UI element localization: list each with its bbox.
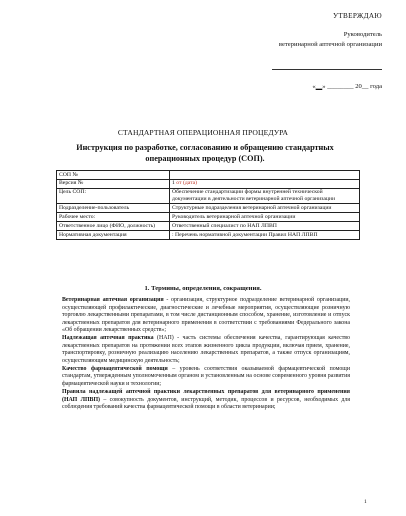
table-cell-label: Подразделение-пользователь: [57, 204, 170, 213]
definition-paragraph: Качество фармацевтической помощи – уровень соответствия оказываемой фармацевтической помощи стандартам, утвержденным уполномоченным органом и установленным на основе современного уровня развития фармацевтической науки и технологии;: [62, 365, 350, 388]
date-day-blank: __: [315, 83, 323, 91]
definition-paragraph: Правила надлежащей аптечной практики лекарственных препаратов для ветеринарного применения (НАП ЛПВП) – совокупность документов, инструкций, методик, процессов и ресурсов, необходимых для соблюдения требований качества фармацевтической помощи в области ветеринарии;: [62, 389, 350, 411]
document-title: СТАНДАРТНАЯ ОПЕРАЦИОННАЯ ПРОЦЕДУРА: [117, 128, 289, 137]
table-cell-value: [170, 171, 360, 180]
table-cell-label: СОП №: [57, 171, 170, 180]
table-row: [57, 222, 360, 231]
table-cell-label: Рабочее место:: [57, 213, 170, 222]
definition-term: Ветеринарная аптечная организация: [62, 297, 164, 303]
section-heading: 1. Термины, определения, сокращения.: [144, 285, 262, 292]
sop-info-table: [56, 170, 360, 240]
approval-line-1: Руководитель: [343, 31, 382, 39]
table-cell-value: : Перечень нормативной документации Правил НАП ЛПВП: [170, 231, 360, 240]
table-cell-label: Версия №: [57, 179, 170, 188]
table-cell-label: Нормативная документация: [57, 231, 170, 240]
table-row: [57, 171, 360, 180]
signature-line: [272, 59, 382, 70]
approval-block: [232, 12, 382, 92]
table-row: [57, 213, 360, 222]
table-cell-value: Обеспечение стандартизации формы внутренней технической документации в деятельности ветеринарной аптечной организации: [170, 188, 360, 204]
definition-term: Качество фармацевтической помощи: [62, 365, 168, 372]
definitions-body: [62, 297, 350, 412]
table-row: [57, 188, 360, 204]
table-cell-value: Руководитель ветеринарной аптечной организации: [170, 213, 360, 222]
document-subtitle: Инструкция по разработке, согласованию и обращению стандартных операционных процедур (СОП).: [76, 143, 334, 163]
definition-paragraph: Ветеринарная аптечная организация - организация, структурное подразделение ветеринарной организации, осуществляющей профилактические, диагностические и лечебные мероприятия, осуществляющие розничную торговлю лекарственными препаратами, в том числе дистанционным способом, хранение, изготовление и отпуск лекарственных препаратов для ветеринарного применения в соответствии с требованиями Федерального закона «Об обращении лекарственных средств»;: [62, 297, 350, 334]
table-row: [57, 231, 360, 240]
version-date-placeholder: от (дата): [176, 180, 198, 187]
approval-date: «__» ________ 20__ года: [312, 83, 382, 91]
table-cell-value: Структурные подразделения ветеринарной аптечной организации: [170, 204, 360, 213]
page-number: 1: [364, 499, 367, 505]
approval-line-2: ветеринарной аптечной организации: [278, 40, 382, 48]
approval-title: УТВЕРЖДАЮ: [332, 12, 382, 20]
table-cell-label: Цель СОП:: [57, 188, 170, 204]
table-cell-label: Ответственное лицо (ФИО, должность): [57, 222, 170, 231]
version-number: 1: [172, 180, 175, 187]
table-row: [57, 179, 360, 188]
table-cell-value: [170, 179, 360, 188]
definition-term: Надлежащая аптечная практика: [62, 335, 154, 342]
definition-paragraph: Надлежащая аптечная практика (НАП) - часть системы обеспечения качества, гарантирующая качество лекарственных препаратов на протяжении всех этапов жизненного цикла продукции, включая прием, хранение, транспортировку, розничную реализацию населению лекарственных препаратов, а также отпуск организациям, осуществляющим медицинскую деятельность;: [62, 335, 350, 364]
definition-term: Правила надлежащей аптечной практики лекарственных препаратов для ветеринарного применения (НАП ЛПВП): [62, 389, 350, 403]
table-row: [57, 204, 360, 213]
table-cell-value: Ответственный специалист по НАП ЛПВП: [170, 222, 360, 231]
